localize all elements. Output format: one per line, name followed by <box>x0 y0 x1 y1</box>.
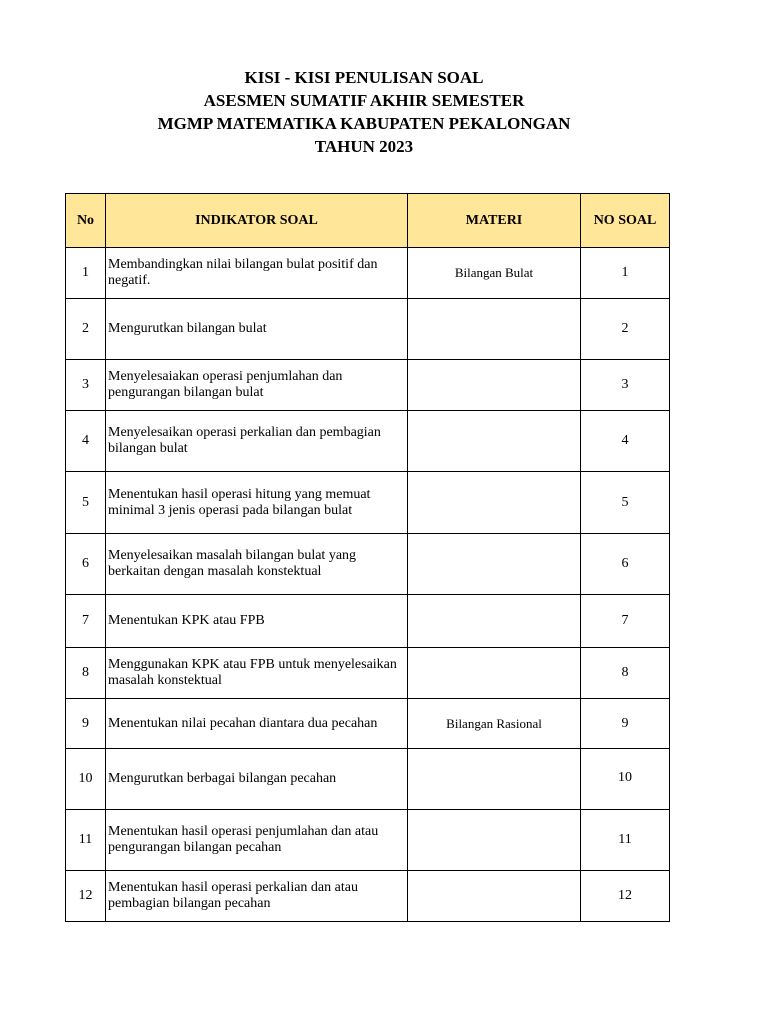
row-materi <box>408 472 581 534</box>
table-row <box>66 472 670 534</box>
header-indikator: INDIKATOR SOAL <box>106 194 408 248</box>
row-no: 4 <box>66 411 106 472</box>
row-no: 2 <box>66 299 106 360</box>
row-indikator: Menggunakan KPK atau FPB untuk menyelesaikan masalah konstektual <box>106 648 408 699</box>
row-no-soal: 7 <box>581 595 670 648</box>
row-indikator: Mengurutkan bilangan bulat <box>106 299 408 360</box>
row-no: 10 <box>66 749 106 810</box>
row-no: 6 <box>66 534 106 595</box>
row-indikator: Menentukan nilai pecahan diantara dua pecahan <box>106 699 408 749</box>
row-no: 8 <box>66 648 106 699</box>
table-row <box>66 360 670 411</box>
row-materi <box>408 871 581 922</box>
table-row <box>66 595 670 648</box>
row-indikator: Menyelesaikan masalah bilangan bulat yang berkaitan dengan masalah konstektual <box>106 534 408 595</box>
row-materi: Bilangan Bulat <box>408 248 581 299</box>
row-no-soal: 8 <box>581 648 670 699</box>
row-no: 11 <box>66 810 106 871</box>
row-indikator: Menyelesaiakan operasi penjumlahan dan pengurangan bilangan bulat <box>106 360 408 411</box>
row-no: 9 <box>66 699 106 749</box>
row-materi <box>408 360 581 411</box>
row-no: 7 <box>66 595 106 648</box>
table-row <box>66 699 670 749</box>
row-indikator: Menyelesaikan operasi perkalian dan pembagian bilangan bulat <box>106 411 408 472</box>
title-line-4: TAHUN 2023 <box>314 137 414 156</box>
row-no: 1 <box>66 248 106 299</box>
header-materi: MATERI <box>408 194 581 248</box>
row-no-soal: 6 <box>581 534 670 595</box>
table-row <box>66 749 670 810</box>
row-no-soal: 2 <box>581 299 670 360</box>
header-no: No <box>66 194 106 248</box>
row-materi <box>408 749 581 810</box>
header-no-soal: NO SOAL <box>581 194 670 248</box>
row-no-soal: 12 <box>581 871 670 922</box>
row-indikator: Mengurutkan berbagai bilangan pecahan <box>106 749 408 810</box>
title-line-1: KISI - KISI PENULISAN SOAL <box>244 68 484 87</box>
row-materi <box>408 534 581 595</box>
row-no-soal: 10 <box>581 749 670 810</box>
title-line-3: MGMP MATEMATIKA KABUPATEN PEKALONGAN <box>157 114 571 133</box>
row-no-soal: 9 <box>581 699 670 749</box>
title-line-2: ASESMEN SUMATIF AKHIR SEMESTER <box>203 91 525 110</box>
table-row <box>66 648 670 699</box>
kisi-table <box>65 193 670 922</box>
row-indikator: Menentukan hasil operasi perkalian dan atau pembagian bilangan pecahan <box>106 871 408 922</box>
row-no: 3 <box>66 360 106 411</box>
row-indikator: Menentukan hasil operasi hitung yang memuat minimal 3 jenis operasi pada bilangan bulat <box>106 472 408 534</box>
table-row <box>66 411 670 472</box>
row-materi <box>408 648 581 699</box>
row-indikator: Menentukan hasil operasi penjumlahan dan atau pengurangan bilangan pecahan <box>106 810 408 871</box>
document-title <box>0 66 728 158</box>
table-row <box>66 871 670 922</box>
table-row <box>66 534 670 595</box>
table-row <box>66 299 670 360</box>
row-materi <box>408 595 581 648</box>
table-row <box>66 248 670 299</box>
row-materi: Bilangan Rasional <box>408 699 581 749</box>
table-row <box>66 810 670 871</box>
row-no-soal: 4 <box>581 411 670 472</box>
row-materi <box>408 299 581 360</box>
row-no-soal: 1 <box>581 248 670 299</box>
row-indikator: Membandingkan nilai bilangan bulat positif dan negatif. <box>106 248 408 299</box>
row-materi <box>408 411 581 472</box>
row-no: 5 <box>66 472 106 534</box>
row-no-soal: 11 <box>581 810 670 871</box>
table-header-row <box>66 194 670 248</box>
row-no-soal: 3 <box>581 360 670 411</box>
row-no: 12 <box>66 871 106 922</box>
row-no-soal: 5 <box>581 472 670 534</box>
row-materi <box>408 810 581 871</box>
row-indikator: Menentukan KPK atau FPB <box>106 595 408 648</box>
